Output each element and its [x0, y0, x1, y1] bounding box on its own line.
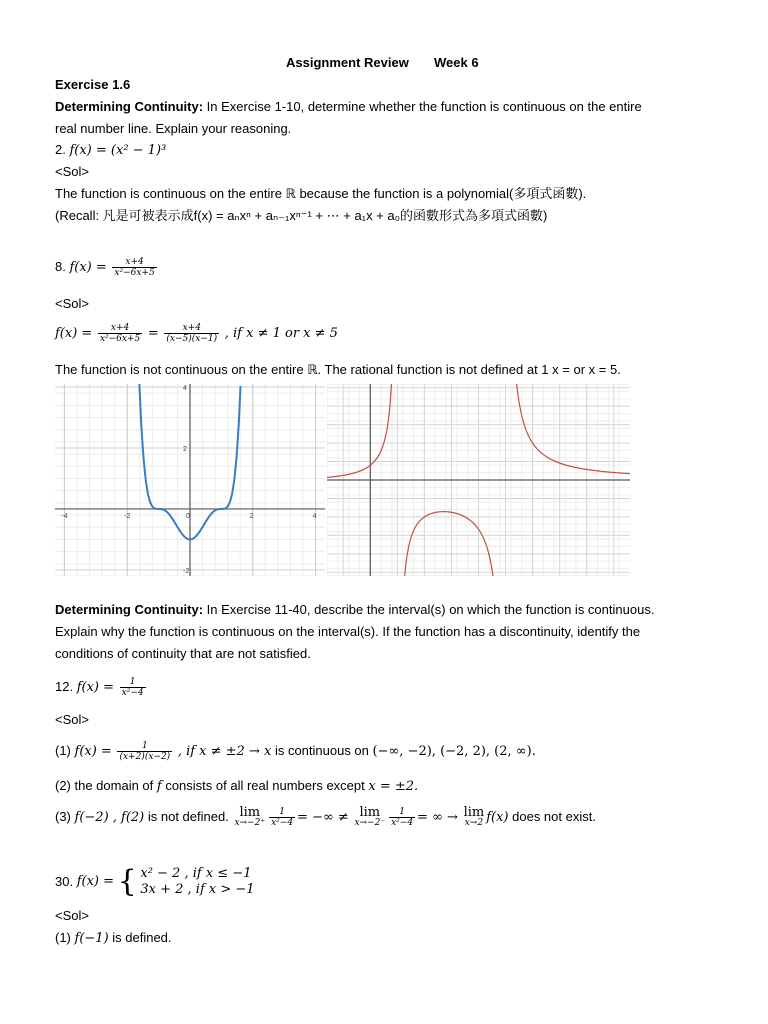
graph-polynomial [55, 384, 325, 576]
header-week: Week 6 [434, 55, 479, 70]
ex8-sol-frac2-den: (x−5)(x−1) [166, 334, 218, 345]
ex30-cases [140, 866, 254, 898]
ex8-number: 8. [55, 259, 66, 274]
ex12-limit-3-sub: x→2 [464, 817, 484, 828]
ex8-sol-frac2-num: x+4 [182, 323, 201, 334]
ex8-den: x²−6x+5 [114, 268, 155, 279]
graph-rational-grid [327, 384, 630, 576]
ex12-limit-1-den: x²−4 [271, 818, 294, 829]
ex8-condition: , if x ≠ 1 or x ≠ 5 [224, 326, 338, 341]
ex12-step2-f: f [156, 779, 162, 794]
ex8-sol-frac1-den: x²−6x+5 [99, 334, 141, 345]
ex12-number: 12. [55, 679, 74, 694]
ex2-recall: (Recall: 凡是可被表示成f(x) = aₙxⁿ + aₙ₋₁xⁿ⁻¹ + ⋯ + a₁x + a₀的函數形式為多項式函數) [55, 208, 548, 223]
part2-intro-line2: Explain why the function is continuous on the interval(s). If the function has a discontinuity, identify the [55, 624, 641, 639]
graph-rational [327, 384, 630, 576]
header-title: Assignment Review [286, 55, 409, 70]
ex12-step2-c: x = ±2. [368, 779, 419, 794]
ex12-limit-2-result: = ∞ → [417, 810, 458, 825]
ex12-step2 [55, 778, 418, 795]
part1-heading: Determining Continuity: [55, 99, 204, 114]
ex12-step1-lhs: f(x) = [74, 744, 112, 759]
ex12-step1-den: (x+2)(x−2) [119, 752, 171, 763]
ex12-limit-1 [234, 804, 266, 829]
ex12-step1-prefix: (1) [55, 743, 71, 758]
ex30-brace: { [117, 864, 137, 899]
ex12-step1-intervals: (−∞, −2), (−2, 2), (2, ∞). [372, 744, 536, 759]
ex12-step3-values: f(−2) , f(2) [74, 810, 145, 825]
ex12-limit-1-frac [269, 807, 295, 828]
x-tick-label: -4 [61, 512, 68, 520]
part2-heading: Determining Continuity: [55, 602, 204, 617]
part1-intro-line2: real number line. Explain your reasoning. [55, 121, 292, 136]
ex2-number: 2. [55, 142, 66, 157]
ex12-step3-end: does not exist. [508, 809, 596, 824]
ex8-sol: <Sol> [55, 296, 89, 311]
ex12-step1-fraction [117, 741, 172, 762]
ex12-limit-1-sub: x→−2⁺ [234, 817, 266, 828]
ex8-sol-frac1-num: x+4 [110, 323, 130, 334]
y-tick-label: 4 [183, 385, 187, 393]
part1-intro-line1 [55, 99, 642, 115]
ex12-step2-a: (2) the domain of [55, 778, 157, 793]
ex8-equals: = [147, 326, 159, 341]
ex30-step1-prefix: (1) [55, 930, 71, 945]
part1-intro-a: In Exercise 1-10, determine whether the function is continuous on the entire [203, 99, 642, 114]
ex12-step3 [55, 804, 596, 831]
ex8-fraction [112, 257, 156, 278]
ex2-text: The function is continuous on the entire ℝ because the function is a polynomial(多項式函數). [55, 186, 587, 201]
ex12-step1-num: 1 [141, 741, 148, 752]
ex12-limit-2-frac [389, 807, 415, 828]
ex8-line [55, 256, 159, 279]
ex8-text: The function is not continuous on the entire ℝ. The rational function is not defined at 1 x = or x = 5. [55, 362, 621, 377]
ex12-limit-3-word: lim [463, 804, 485, 820]
ex12-num: 1 [129, 677, 136, 688]
ex12-limit-3-expr: f(x) [486, 810, 509, 825]
ex30-case2: 3x + 2 , if x > −1 [140, 882, 255, 897]
ex8-sol-frac2 [164, 323, 219, 344]
ex12-limit-2-word: lim [359, 804, 381, 820]
ex8-lhs: f(x) = [69, 260, 107, 275]
ex8-sol-lhs: f(x) = [55, 326, 93, 341]
ex8-num: x+4 [125, 257, 144, 268]
ex2-formula: f(x) = (x² − 1)³ [69, 143, 167, 158]
ex12-sol: <Sol> [55, 712, 89, 727]
ex12-den: x²−4 [121, 688, 144, 699]
ex2-line [55, 142, 166, 159]
ex30-case1: x² − 2 , if x ≤ −1 [140, 866, 252, 881]
section-title: Exercise 1.6 [55, 77, 131, 92]
ex30-number: 30. [55, 874, 74, 889]
ex12-limit-1-num: 1 [279, 807, 285, 818]
ex12-limit-2-sub: x→−2⁻ [354, 817, 386, 828]
ex12-limit-2-den: x²−4 [391, 818, 414, 829]
ex30-lhs: f(x) = [76, 874, 115, 889]
ex12-limit-1-word: lim [239, 804, 261, 820]
ex30-step1 [55, 930, 172, 947]
part2-intro-line3: conditions of continuity that are not satisfied. [55, 646, 311, 661]
ex30-line [55, 866, 255, 898]
ex2-sol: <Sol> [55, 164, 89, 179]
part2-intro-a: In Exercise 11-40, describe the interval(s) on which the function is continuous. [203, 602, 655, 617]
ex8-solution-line [55, 322, 338, 345]
ex12-step1 [55, 740, 536, 763]
x-tick-label: -2 [124, 512, 131, 520]
ex12-limit-1-result: = −∞ ≠ [297, 810, 349, 825]
part2-intro-line1 [55, 602, 654, 618]
ex12-step3-text: is not defined. [144, 809, 229, 824]
ex30-sol: <Sol> [55, 908, 89, 923]
ex30-step1-expr: f(−1) [74, 931, 109, 946]
ex12-step1-text: is continuous on [271, 743, 373, 758]
ex12-fraction [120, 677, 146, 698]
x-tick-label: 0 [186, 512, 190, 520]
ex12-line [55, 676, 148, 699]
ex12-step2-b: consists of all real numbers except [161, 778, 369, 793]
ex12-lhs: f(x) = [76, 680, 115, 695]
ex12-limit-3 [463, 804, 485, 829]
graph-polynomial-grid [55, 384, 325, 576]
x-tick-label: 4 [312, 512, 317, 520]
y-tick-label: 2 [183, 446, 187, 453]
ex12-step3-prefix: (3) [55, 809, 71, 824]
ex12-step1-cond: , if x ≠ ±2 → x [177, 744, 272, 759]
x-tick-label: 2 [249, 512, 254, 520]
ex8-sol-frac1 [98, 323, 142, 344]
ex30-step1-text: is defined. [108, 930, 172, 945]
ex12-limit-2-num: 1 [399, 807, 405, 818]
ex12-limit-2 [354, 804, 386, 829]
y-tick-label: -2 [183, 567, 190, 575]
